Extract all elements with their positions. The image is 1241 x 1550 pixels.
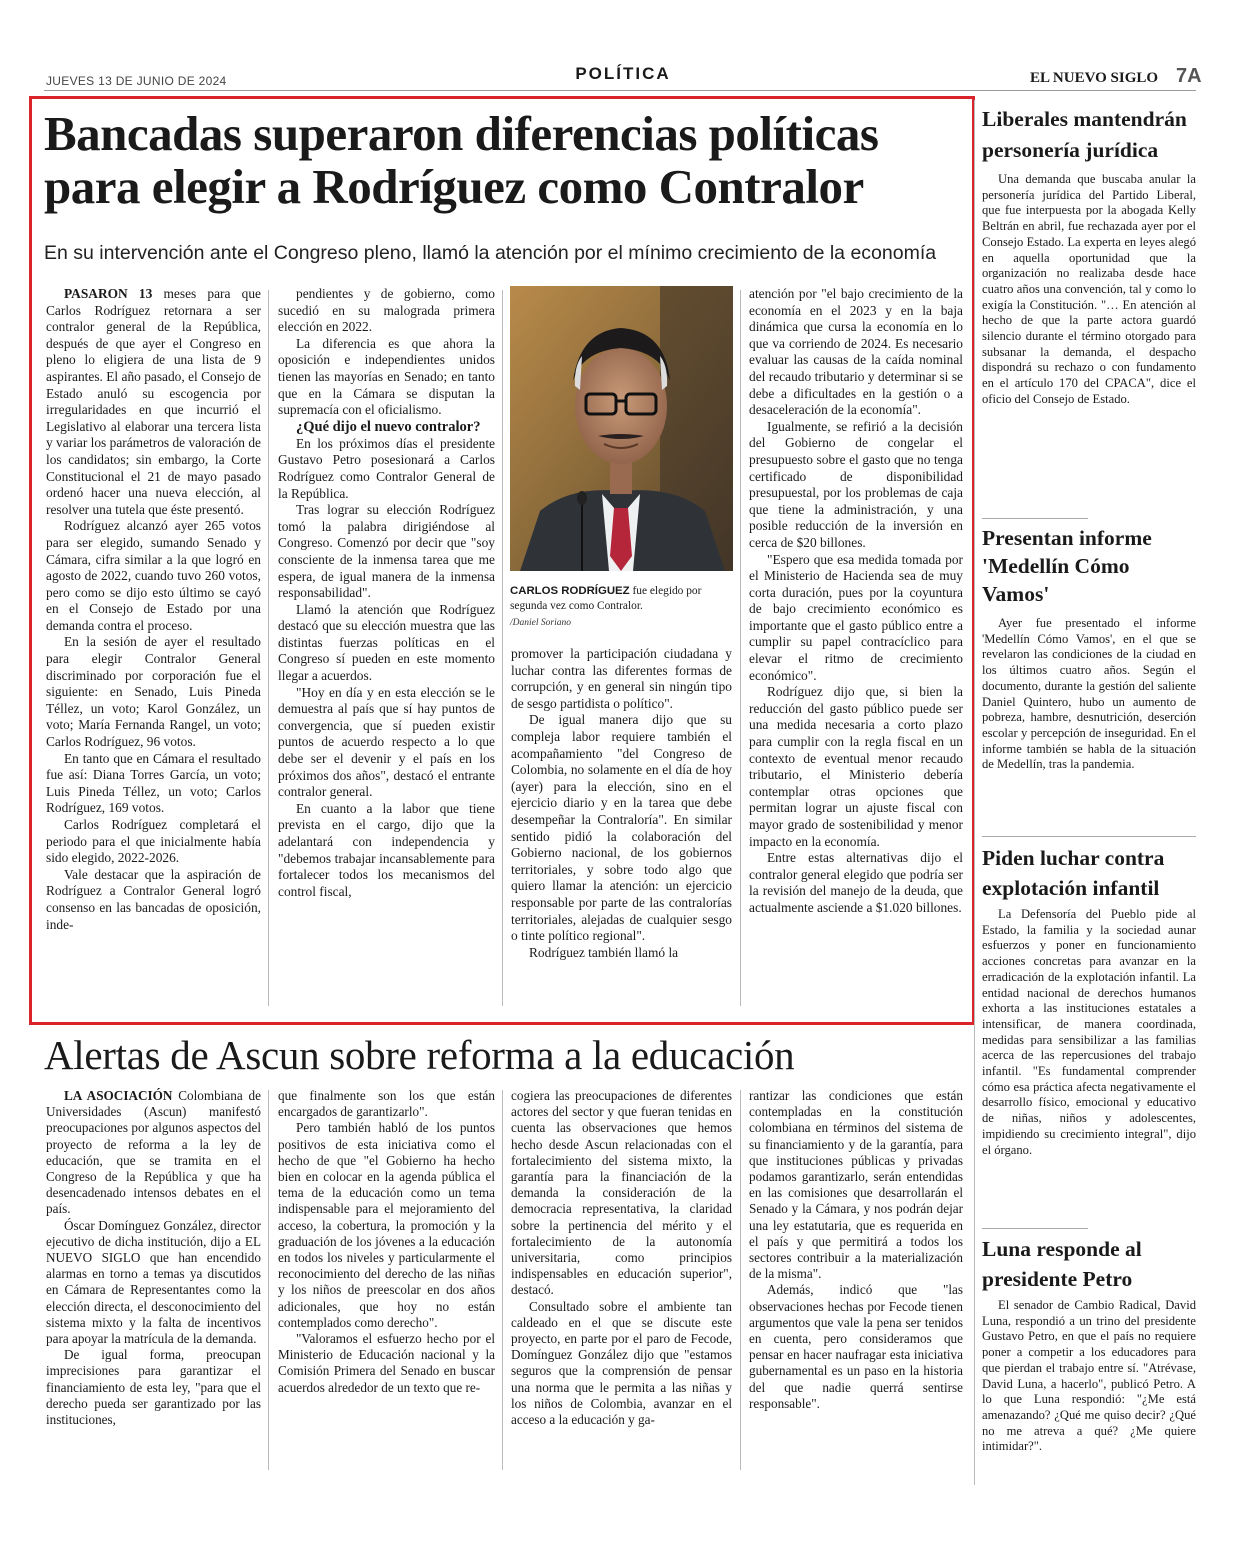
paragraph: La diferencia es que ahora la oposición e independientes unidos tienen las mayorías en Senado; en tanto que en la Cámara se disputan la supremacía con el oficialismo. xyxy=(278,335,495,418)
brief-separator xyxy=(982,518,1088,519)
main-headline: Bancadas superaron diferencias políticas para elegir a Rodríguez como Contralor xyxy=(44,106,879,214)
page-number: 7A xyxy=(1176,65,1202,87)
paragraph: promover la participación ciudadana y luchar contra las diferentes formas de corrupción, y en general sin ningún tipo de sesgo partidista o político". xyxy=(511,646,732,711)
paragraph: atención por "el bajo crecimiento de la economía en el 2023 y en la baja dinámica que cursa la economía en lo que va corriendo de 2024. Es necesario evaluar las causas de la caída nominal del recaudo tributario y determinar si se debe a dificultades en la gestión o a desaceleración de la economía". xyxy=(749,286,963,418)
brief-body: Una demanda que buscaba anular la personería jurídica del Partido Liberal, que fue interpuesta por la abogada Kelly Beltrán en abril, fue rechazada ayer por el Consejo Estado. La experta en leyes alegó en aquella oportunidad que la organización no realizaba desde hace cuatro años una convención, tal y como lo exigía la Constitución. "… En atención al hecho de que la parte actora guardó silencio durante el término otorgado para subsanar la demanda, el despacho dispondrá su rechazo o con fundamento en el artículo 170 del CPACA", dice el oficio del Consejo de Estado. xyxy=(982,172,1196,406)
newspaper-name: EL NUEVO SIGLO xyxy=(1030,70,1159,86)
second-kicker: LA ASOCIACIÓN xyxy=(64,1088,173,1103)
second-headline: Alertas de Ascun sobre reforma a la educación xyxy=(44,1032,795,1078)
brief-title: Presentan informe 'Medellín Cómo Vamos' xyxy=(982,526,1152,606)
second-column-2 xyxy=(278,1088,495,1396)
paragraph: que finalmente son los que están encargados de garantizarlo". xyxy=(278,1088,495,1120)
sidebar-brief-1 xyxy=(982,104,1196,408)
column-rule xyxy=(268,1090,269,1470)
subheading: ¿Qué dijo el nuevo contralor? xyxy=(296,418,481,435)
paragraph: Tras lograr su elección Rodríguez tomó la palabra dirigiéndose al Congreso. Comenzó por decir que "soy consciente de la inmensa tarea que me espera, de igual manera de la inmensa responsabilidad". xyxy=(278,502,495,601)
paragraph: Entre estas alternativas dijo el contralor general elegido que podría ser la revisión del manejo de la deuda, que actualmente asciende a $1.020 billones. xyxy=(749,850,963,915)
paragraph: En cuanto a la labor que tiene prevista en el cargo, dijo que la adelantará con independencia y "debemos trabajar incansablemente para fortalecer todos los mecanismos del control fiscal, xyxy=(278,800,495,899)
paragraph: Consultado sobre el ambiente tan caldeado en el que se discute este proyecto, en parte por el paro de Fecode, Domínguez González dijo que "estamos seguros que la comprensión de pensar una norma que le permita a las niñas y los niños de Colombia, avanzar en el acceso a la educación y ga- xyxy=(511,1298,732,1428)
second-column-4 xyxy=(749,1088,963,1412)
paragraph: Llamó la atención que Rodríguez destacó que su elección muestra que las distintas fuerzas políticas en el Congreso sí pueden en este momento llegar a acuerdos. xyxy=(278,601,495,684)
brief-body: El senador de Cambio Radical, David Luna, respondió a un trino del presidente Gustavo Petro, en que el país no requiere poner a competir a los educadores para que pierdan el trabajo entre sí. "Atrévase, David Luna, a hacerlo", publicó Petro. A lo que Luna respondió: "¿Me está amenazando? ¿Qué me quiso decir? ¿Qué no me atreva a qué? ¿Me quiere intimidar?". xyxy=(982,1298,1196,1454)
sidebar-brief-4 xyxy=(982,1234,1196,1455)
paragraph: Colombiana de Universidades (Ascun) manifestó preocupaciones por algunos aspectos del proyecto de reforma a la ley de educación, que se tramita en el Congreso de la República y que ha desencadenado intensos debates en el país. xyxy=(46,1088,261,1217)
brief-title: Liberales mantendrán personería jurídica xyxy=(982,107,1187,162)
paragraph: Rodríguez alcanzó ayer 265 votos para ser elegido, sumando Senado y Cámara, cifra similar a la que logró en agosto de 2022, cuando tuvo 260 votos, pero como se dijo esto último se cayó en el Consejo de Estado por una demanda contra el proceso. xyxy=(46,518,261,633)
paragraph: "Hoy en día y en esta elección se le demuestra al país que sí hay puntos de convergencia, que sí pueden existir puntos de acuerdo respecto a lo que debe ser el devenir y el país en los próximos dos años", destacó el entrante contralor general. xyxy=(278,684,495,800)
brief-separator xyxy=(982,836,1196,837)
photo-caption xyxy=(510,584,733,614)
brief-body: La Defensoría del Pueblo pide al Estado, la familia y la sociedad aunar esfuerzos y poner en funcionamiento acciones concretas para avanzar en la erradicación de la explotación infantil. La entidad nacional de derechos humanos exhorta a las instituciones estatales a intensificar, de manera coordinada, medidas para sensibilizar a las familias acerca de las repercusiones del trabajo infantil. "Es fundamental comprender cómo esa práctica afecta negativamente el desarrollo físico, emocional y educativo de niñas, niños y adolescentes, impidiendo su crecimiento integral", dijo el órgano. xyxy=(982,907,1196,1157)
paragraph: En tanto que en Cámara el resultado fue así: Diana Torres García, un voto; Luis Pineda Téllez, un voto; Carlos Rodríguez, 169 votos. xyxy=(46,750,261,816)
column-rule xyxy=(502,1090,503,1470)
caption-name: CARLOS RODRÍGUEZ xyxy=(510,585,630,597)
column-rule xyxy=(740,290,741,1006)
paragraph: Carlos Rodríguez completará el periodo para el que inicialmente había sido elegido, 2022-2026. xyxy=(46,817,261,866)
sidebar-brief-2 xyxy=(982,524,1196,773)
paragraph: Pero también habló de los puntos positivos de esta iniciativa como el hecho de que "el Gobierno ha hecho bien en colocar en la agenda pública el tema de la educación como un tema indispensable para el mejoramiento del acceso, la cobertura, la promoción y la graduación de los jóvenes a la educación en todos los niveles y particularmente el reconocimiento del derecho de las niñas y los niños de preescolar en dos años adicionales, que hoy no están contemplados como derecho". xyxy=(278,1120,495,1330)
paragraph: "Valoramos el esfuerzo hecho por el Ministerio de Educación nacional y la Comisión Primera del Senado en buscar acuerdos alrededor de un texto que re- xyxy=(278,1331,495,1395)
contralor-photo xyxy=(510,286,733,571)
main-kicker: PASARON 13 xyxy=(64,286,153,301)
second-column-1 xyxy=(46,1088,261,1428)
paragraph: meses para que Carlos Rodríguez retornara a ser contralor general de la República, después de que ayer el Congreso en pleno lo eligiera de una lista de 9 aspirantes. El año pasado, el Consejo de Estado anuló su escogencia por irregularidades en que incurrió el Legislativo al elaborar una tercera lista y variar los parámetros de valoración de los candidatos; sin embargo, la Corte Constitucional el 21 de mayo pasado ordenó hacer una nueva elección, al resolver una tutela que éste presentó. xyxy=(46,286,261,517)
paragraph: De igual forma, preocupan imprecisiones para garantizar el financiamiento de esta ley, "para que el derecho pueda ser garantizado por las instituciones, xyxy=(46,1347,261,1428)
paragraph: De igual manera dijo que su compleja labor requiere también el acompañamiento "del Congreso de Colombia, no solamente en el día de hoy (ayer) para la elección, sino en el ejercicio diario y en la tarea que debe desempeñar la Contraloría". En similar sentido pidió la colaboración del Gobierno nacional, de los gobiernos territoriales, y sobre todo algo que quiero llamar la atención: un ejercicio responsable por parte de las contralorías territoriales, alejadas de cualquier sesgo o tinte político regional". xyxy=(511,712,732,944)
paragraph: Rodríguez dijo que, si bien la reducción del gasto público puede ser una medida necesaria a corto plazo para cumplir con la regla fiscal en un contexto de eventual menor recaudo tributario, el Ministerio debería contemplar otras opciones que permitan lograr un ajuste fiscal con mayor grado de sostenibilidad y menor impacto en la economía. xyxy=(749,684,963,849)
issue-date: JUEVES 13 DE JUNIO DE 2024 xyxy=(46,74,227,88)
paragraph: Vale destacar que la aspiración de Rodríguez a Contralor General logró consenso en las bancadas de oposición, inde- xyxy=(46,866,261,932)
paragraph: Igualmente, se refirió a la decisión del Gobierno de congelar el presupuesto sobre el gasto que no tenga certificado de disponibilidad presupuestal, por los problemas de caja que tiene la administración, y una posible reducción de la inversión en cerca de $20 billones. xyxy=(749,418,963,550)
paragraph: Rodríguez también llamó la xyxy=(529,944,679,960)
column-rule xyxy=(740,1090,741,1470)
paragraph: Además, indicó que "las observaciones hechas por Fecode tienen argumentos que vale la pena ser tenidos en cuenta, pero consideramos que pensar en hacer naufragar esta iniciativa gubernamental es un paso en la historia del que nadie querrá sentirse responsable". xyxy=(749,1282,963,1411)
paragraph: cogiera las preocupaciones de diferentes actores del sector y que fueran tenidas en cuenta las observaciones que hemos hecho desde Ascun relacionadas con el fortalecimiento del sistema mixto, la garantía para la financiación de la demanda la consideración de la democracia representativa, la claridad sobre la pertinencia del mérito y el fortalecimiento de la autonomía universitaria, como principios indispensables en educación superior", destacó. xyxy=(511,1088,732,1298)
main-deck: En su intervención ante el Congreso pleno, llamó la atención por el mínimo crecimiento de la economía xyxy=(44,242,937,264)
main-column-4 xyxy=(749,286,963,917)
brief-body: Ayer fue presentado el informe 'Medellín Cómo Vamos', en el que se revelaron las condiciones de la ciudad en los últimos cuatro años. Según el documento, durante la gestión del saliente Daniel Quintero, hubo un aumento de pobreza, hambre, desnutrición, deserción escolar y percepción de inseguridad. En el informe también se habla de la situación de Medellín, tras la pandemia. xyxy=(982,616,1196,772)
caption-text: fue elegido por segunda vez como Contralor. xyxy=(510,585,702,612)
paragraph: rantizar las condiciones que están contempladas en la constitución colombiana en términos del sistema de su financiamiento y de la garantía, para que instituciones públicas y privadas podamos garantizarlo, serán entendidas en las comisiones que desarrollarán el Senado y la Cámara, y nos podrán dejar una ley estatutaria, que es requerida en el país y que permitirá a todos los sectores contribuir a la materialización de la misma". xyxy=(749,1088,963,1282)
main-column-1 xyxy=(46,286,261,933)
main-column-2 xyxy=(278,286,495,900)
photo-credit: /Daniel Soriano xyxy=(510,618,571,628)
sidebar-rule xyxy=(974,100,975,1485)
second-column-3 xyxy=(511,1088,732,1428)
brief-separator xyxy=(982,1228,1088,1229)
column-rule xyxy=(268,290,269,1006)
paragraph: pendientes y de gobierno, como sucedió en su malograda primera elección en 2022. xyxy=(278,286,495,335)
paragraph: "Espero que esa medida tomada por el Ministerio de Hacienda sea de muy corta duración, pues por la coyuntura de bajo crecimiento económico es importante que el gasto público entre a cumplir su papel contracíclico para elevar el ritmo de crecimiento económico". xyxy=(749,551,963,683)
sidebar-brief-3 xyxy=(982,843,1196,1158)
paragraph: Óscar Domínguez González, director ejecutivo de dicha institución, dijo a EL NUEVO SIGLO que han encendido alarmas en torno a temas ya discutidos en Cámara de Representantes como la elección directa, el desconocimiento del sistema mixto y la falta de incentivos para apoyar la matrícula de la demanda. xyxy=(46,1217,261,1347)
brief-title: Piden luchar contra explotación infantil xyxy=(982,846,1165,900)
paragraph: En la sesión de ayer el resultado para elegir Contralor General discriminado por corporación fue el siguiente: en Senado, Luis Pineda Téllez, un voto; Karol González, un voto; María Fernanda Rangel, un voto; Carlos Rodríguez, 96 votos. xyxy=(46,634,261,750)
column-rule xyxy=(502,290,503,1006)
paragraph: En los próximos días el presidente Gustavo Petro posesionará a Carlos Rodríguez como Contralor General de la República. xyxy=(278,435,495,501)
main-column-3 xyxy=(511,646,732,961)
section-name: POLÍTICA xyxy=(575,64,671,83)
header-rule xyxy=(44,90,1196,91)
portrait-image xyxy=(510,286,733,571)
brief-title: Luna responde al presidente Petro xyxy=(982,1237,1142,1291)
